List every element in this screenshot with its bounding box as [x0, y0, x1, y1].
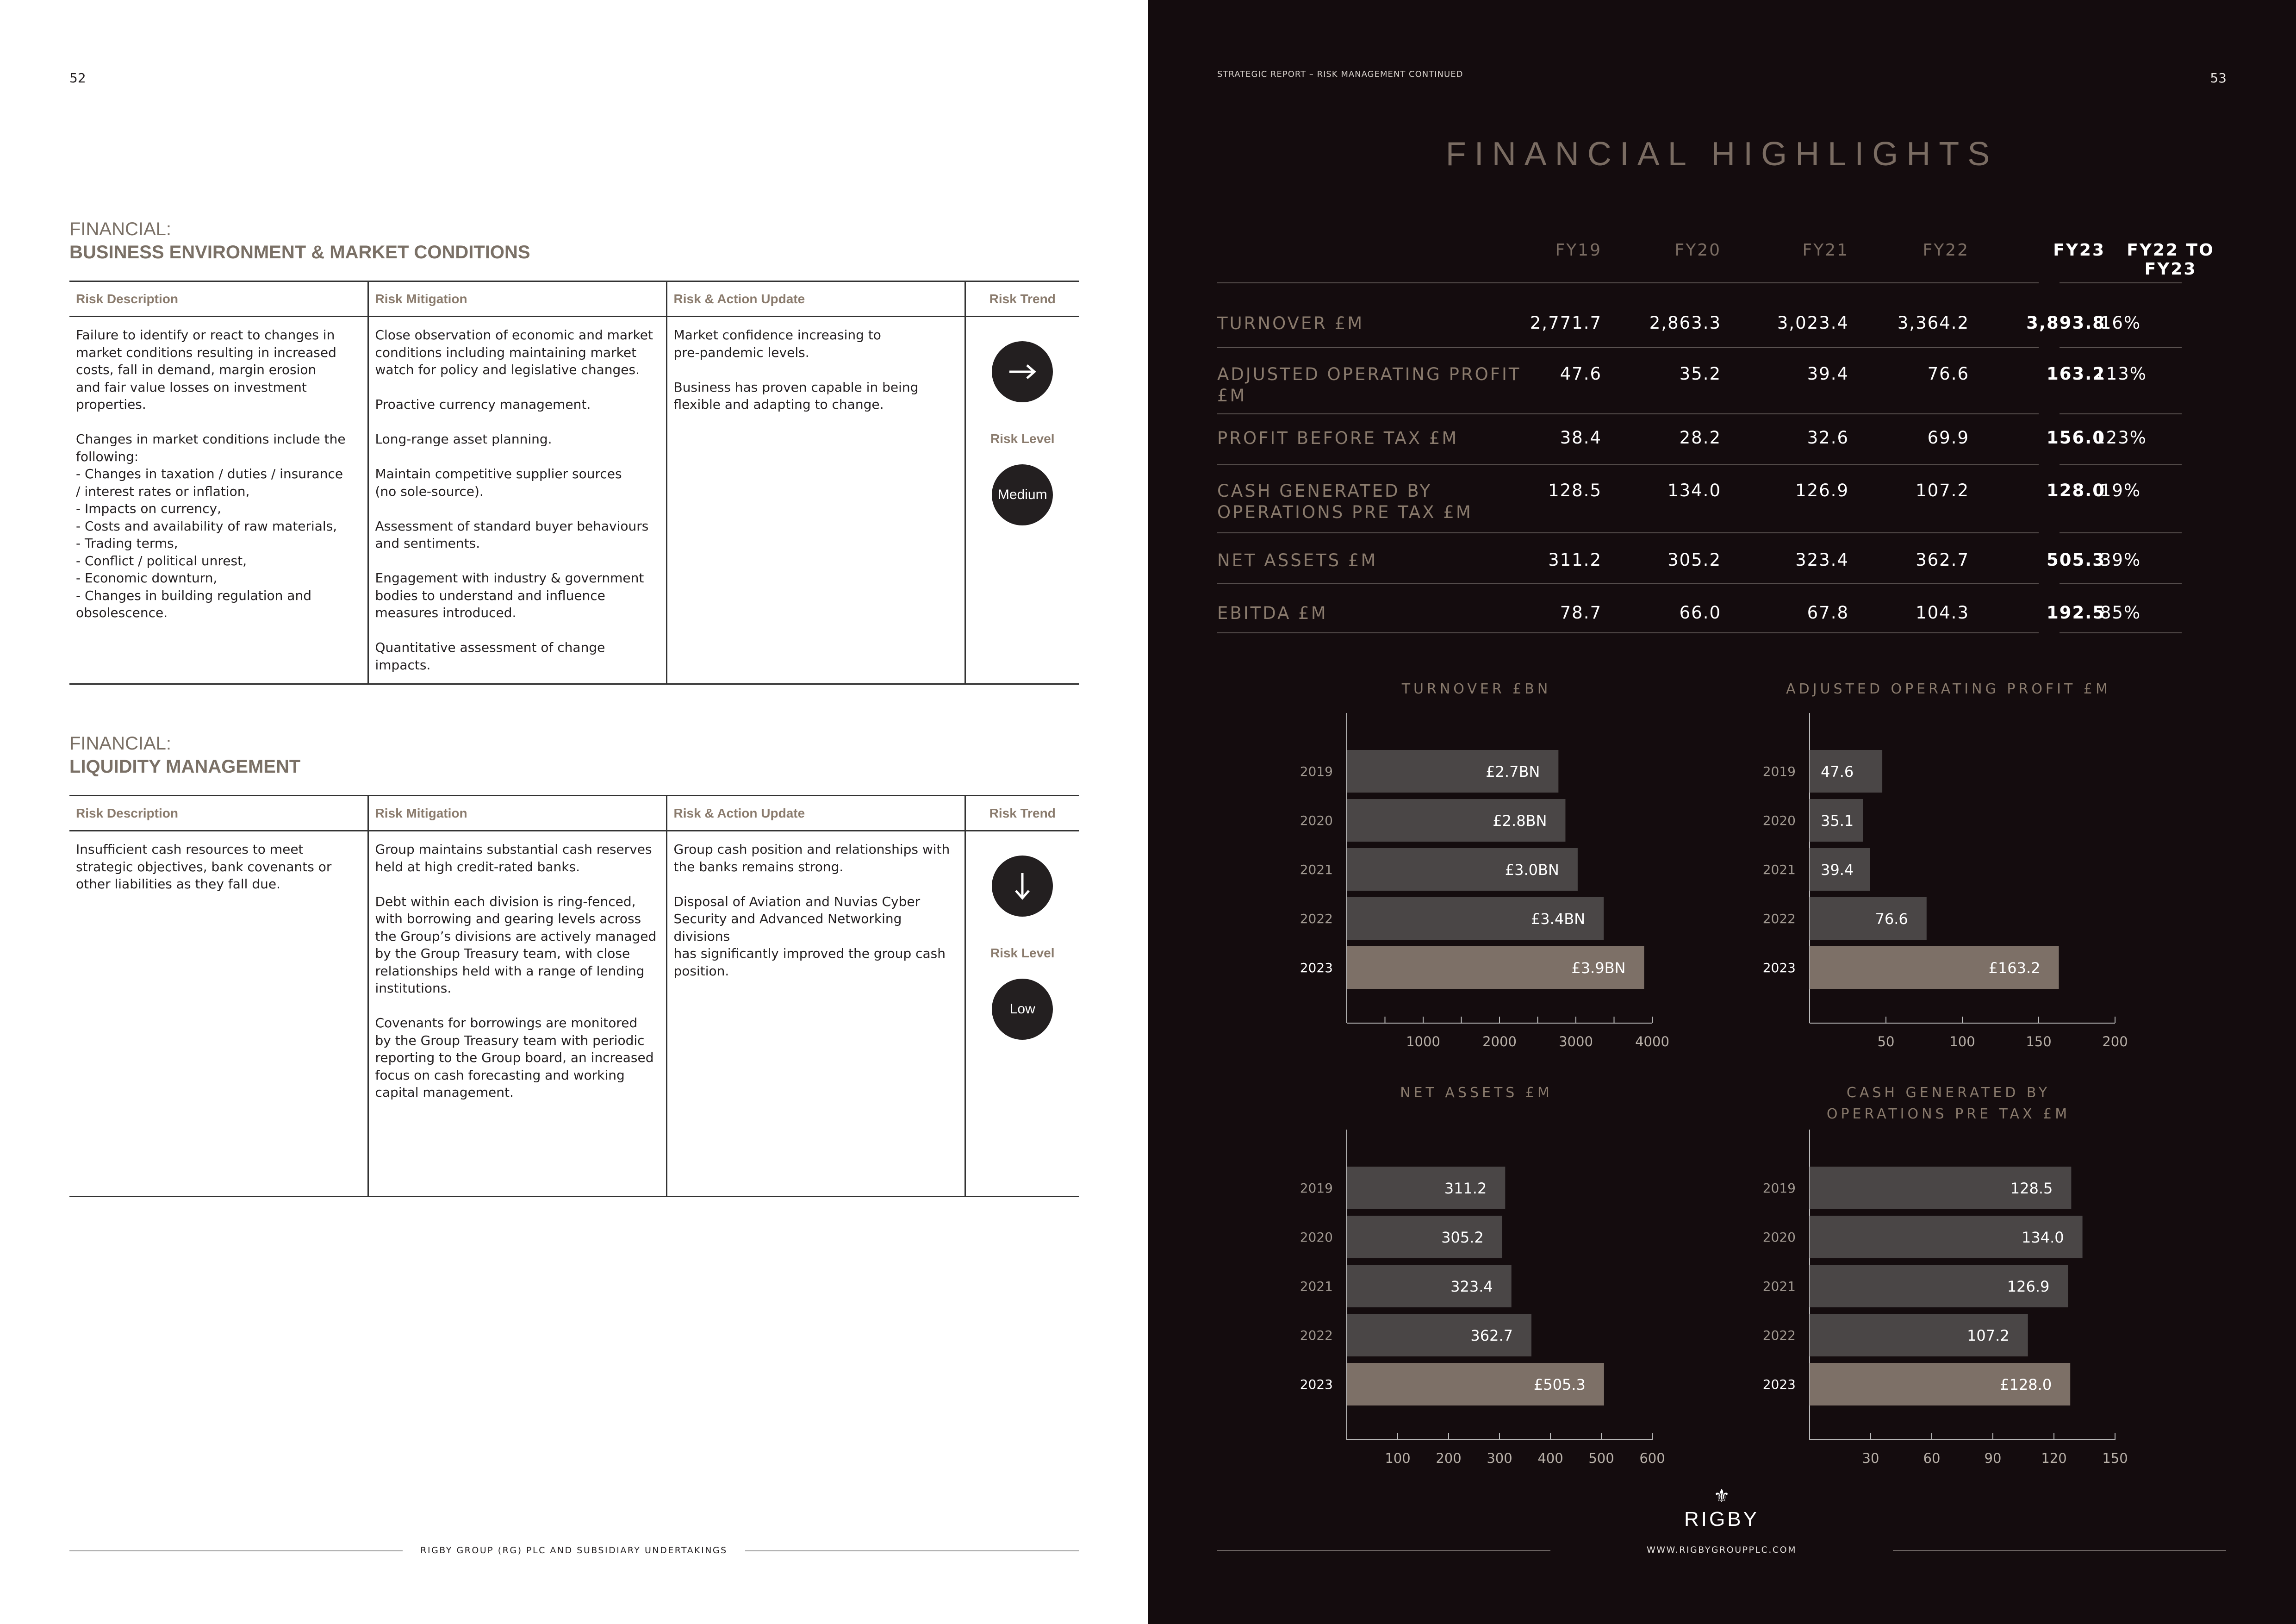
col-header-fy20: FY20	[1674, 241, 1721, 260]
col-risk-action-update: Risk & Action Update	[666, 281, 965, 317]
chart-turnover	[1263, 713, 1671, 1056]
table-rule	[2060, 347, 2182, 348]
category-label: 2020	[1300, 1230, 1333, 1245]
row-label-ebitda: EBITDA £M	[1217, 603, 1328, 623]
category-label: 2021	[1762, 862, 1796, 877]
risk-level-badge: Low	[992, 979, 1053, 1040]
table-cell-fy23: 505.3	[2046, 550, 2105, 570]
table-rule	[1217, 632, 2039, 633]
arrow-right-icon	[992, 341, 1053, 402]
footer-company-name: RIGBY GROUP (RG) PLC AND SUBSIDIARY UNDERTAKINGS	[420, 1545, 728, 1555]
col-risk-trend: Risk Trend	[965, 281, 1079, 317]
page-title: FINANCIAL HIGHLIGHTS	[1445, 136, 1998, 173]
table-cell-change: 16%	[2100, 313, 2141, 333]
risk-trend-cell	[965, 317, 1079, 684]
risk-level-label: Risk Level	[990, 431, 1055, 446]
table-rule	[2060, 583, 2182, 584]
table-rule	[2060, 632, 2182, 633]
table-cell: 134.0	[1668, 481, 1721, 500]
table-row	[69, 317, 1079, 684]
col-risk-description: Risk Description	[69, 796, 368, 831]
col-risk-trend: Risk Trend	[965, 796, 1079, 831]
x-tick-label: 100	[1385, 1450, 1411, 1466]
x-tick-label: 4000	[1635, 1034, 1669, 1049]
category-label: 2021	[1762, 1279, 1796, 1294]
category-label: 2019	[1300, 764, 1333, 779]
data-label: £163.2	[1988, 959, 2041, 977]
category-label: 2021	[1300, 1279, 1333, 1294]
category-label: 2020	[1762, 1230, 1796, 1245]
table-cell: 305.2	[1668, 550, 1721, 570]
table-cell: 32.6	[1807, 428, 1849, 448]
data-label: 126.9	[2007, 1278, 2050, 1295]
table-rule	[1217, 413, 2039, 414]
table-cell-change: 113%	[2094, 364, 2147, 384]
table-cell: 3,023.4	[1777, 313, 1849, 333]
x-tick-label: 400	[1537, 1450, 1563, 1466]
table-cell: 28.2	[1679, 428, 1721, 448]
col-header-fy19: FY19	[1555, 241, 1602, 260]
risk-description: Failure to identify or react to changes in market conditions resulting in increased costs, fall in demand, margin erosion and fair value losses on investment properties. Changes in market conditions include the following: - Changes in taxation / duties / insurance / interest rates or inflation, - Impacts on currency, - Costs and availability of raw materials, - Trading terms, - Conflict / political unrest, - Economic downturn, - Changes in building regulation and obsolescence.	[69, 317, 368, 684]
data-label: 39.4	[1821, 861, 1854, 879]
category-label: 2023	[1762, 1377, 1796, 1392]
section-heading-business-environment	[69, 218, 530, 264]
section-title: BUSINESS ENVIRONMENT & MARKET CONDITIONS	[69, 242, 530, 262]
data-label: £505.3	[1533, 1376, 1586, 1393]
table-cell: 47.6	[1560, 364, 1602, 384]
logo-text: RIGBY	[1684, 1508, 1759, 1530]
x-tick-label: 120	[2041, 1450, 2067, 1466]
bar	[1810, 897, 1927, 940]
table-cell: 128.5	[1548, 481, 1602, 500]
category-label: 2022	[1762, 911, 1796, 926]
table-cell: 2,771.7	[1530, 313, 1602, 333]
data-label: £2.8BN	[1493, 812, 1547, 830]
section-category: FINANCIAL:	[69, 733, 172, 754]
data-label: 362.7	[1470, 1327, 1513, 1344]
risk-trend-cell	[965, 831, 1079, 1197]
category-label: 2020	[1300, 813, 1333, 828]
table-cell: 107.2	[1916, 481, 1969, 500]
row-label-adjusted-operating-profit: ADJUSTED OPERATING PROFIT £M	[1217, 364, 1521, 406]
table-cell: 38.4	[1560, 428, 1602, 448]
col-risk-description: Risk Description	[69, 281, 368, 317]
table-cell-change: 19%	[2100, 481, 2141, 500]
data-label: £3.0BN	[1505, 861, 1559, 879]
data-label: 128.5	[2010, 1180, 2053, 1197]
category-label: 2022	[1300, 1328, 1333, 1343]
table-cell: 362.7	[1916, 550, 1969, 570]
table-rule	[1217, 532, 2039, 533]
table-cell-fy23: 156.0	[2046, 428, 2105, 448]
risk-description: Insufficient cash resources to meet strategic objectives, bank covenants or other liabilities as they fall due.	[69, 831, 368, 1197]
risk-table-liquidity	[69, 795, 1079, 1197]
footer-url: WWW.RIGBYGROUPPLC.COM	[1646, 1545, 1797, 1555]
table-cell: 311.2	[1548, 550, 1602, 570]
col-risk-action-update: Risk & Action Update	[666, 796, 965, 831]
table-cell: 66.0	[1679, 603, 1721, 623]
x-tick-label: 300	[1487, 1450, 1512, 1466]
row-label-cash-generated: CASH GENERATED BY OPERATIONS PRE TAX £M	[1217, 481, 1473, 522]
table-cell-change: 39%	[2100, 550, 2141, 570]
col-risk-mitigation: Risk Mitigation	[368, 796, 666, 831]
x-tick-label: 500	[1588, 1450, 1614, 1466]
data-label: 107.2	[1967, 1327, 2010, 1344]
risk-mitigation: Close observation of economic and market conditions including maintaining market watch for policy and legislative changes. Proactive currency management. Long-range asset planning. Maintain competitive supplier sources (no sole-source). Assessment of standard buyer behaviours and sentiments. Engagement with industry & government bodies to understand and influence measures introduced. Quantitative assessment of change impacts.	[368, 317, 666, 684]
category-label: 2019	[1300, 1181, 1333, 1196]
section-category: FINANCIAL:	[69, 219, 172, 239]
risk-level-label: Risk Level	[990, 946, 1055, 960]
footer-rule	[1893, 1550, 2226, 1551]
table-cell: 35.2	[1679, 364, 1721, 384]
chart-title-turnover: TURNOVER £BN	[1401, 681, 1551, 697]
risk-level-badge: Medium	[992, 464, 1053, 525]
footer-rule	[745, 1550, 1079, 1551]
rigby-logo	[1657, 1486, 1786, 1532]
col-header-fy22: FY22	[1923, 241, 1969, 260]
data-label: 305.2	[1441, 1229, 1484, 1246]
table-cell-fy23: 192.5	[2046, 603, 2105, 623]
x-tick-label: 200	[1436, 1450, 1462, 1466]
row-label-turnover: TURNOVER £M	[1217, 313, 1364, 333]
category-label: 2021	[1300, 862, 1333, 877]
x-tick-label: 60	[1923, 1450, 1941, 1466]
table-cell: 78.7	[1560, 603, 1602, 623]
table-cell: 69.9	[1927, 428, 1969, 448]
risk-action-update: Market confidence increasing to pre-pandemic levels. Business has proven capable in being flexible and adapting to change.	[666, 317, 965, 684]
x-tick-label: 150	[2102, 1450, 2128, 1466]
x-tick-label: 30	[1862, 1450, 1879, 1466]
table-cell: 3,364.2	[1897, 313, 1969, 333]
footer-rule	[1217, 1550, 1550, 1551]
row-label-profit-before-tax: PROFIT BEFORE TAX £M	[1217, 428, 1459, 448]
table-rule	[2060, 464, 2182, 465]
x-tick-label: 200	[2102, 1034, 2128, 1049]
category-label: 2022	[1762, 1328, 1796, 1343]
data-label: 311.2	[1444, 1180, 1487, 1197]
data-label: £2.7BN	[1486, 763, 1540, 781]
x-tick-label: 2000	[1482, 1034, 1517, 1049]
footer-rule	[69, 1550, 403, 1551]
section-heading-liquidity	[69, 732, 300, 778]
data-label: 323.4	[1450, 1278, 1493, 1295]
x-tick-label: 90	[1984, 1450, 2002, 1466]
table-cell: 126.9	[1795, 481, 1849, 500]
col-header-fy21: FY21	[1802, 241, 1849, 260]
right-page	[1148, 0, 2296, 1624]
table-header-row	[69, 796, 1079, 831]
x-tick-label: 50	[1877, 1034, 1895, 1049]
table-cell: 67.8	[1807, 603, 1849, 623]
col-risk-mitigation: Risk Mitigation	[368, 281, 666, 317]
data-label: £3.9BN	[1571, 959, 1626, 977]
table-cell: 323.4	[1795, 550, 1849, 570]
chart-adjusted-operating-profit	[1726, 713, 2134, 1056]
data-label: 76.6	[1875, 910, 1908, 928]
table-cell: 104.3	[1916, 603, 1969, 623]
table-rule	[2060, 413, 2182, 414]
table-rule	[2060, 532, 2182, 533]
table-rule	[2060, 282, 2182, 283]
chart-net-assets	[1263, 1130, 1671, 1472]
x-tick-label: 600	[1639, 1450, 1665, 1466]
table-cell: 2,863.3	[1649, 313, 1721, 333]
col-header-change: FY22 TO FY23	[2127, 241, 2215, 279]
page-number: 52	[69, 70, 86, 86]
category-label: 2022	[1300, 911, 1333, 926]
fleur-de-lis-icon: ⚜	[1713, 1486, 1730, 1507]
row-label-net-assets: NET ASSETS £M	[1217, 550, 1378, 570]
table-cell-change: 123%	[2094, 428, 2147, 448]
data-label: £128.0	[2000, 1376, 2052, 1393]
running-head: STRATEGIC REPORT – RISK MANAGEMENT CONTINUED	[1217, 69, 1463, 79]
x-tick-label: 150	[2026, 1034, 2052, 1049]
table-header-row	[69, 281, 1079, 317]
x-tick-label: 100	[1949, 1034, 1975, 1049]
category-label: 2020	[1762, 813, 1796, 828]
chart-title-adjusted-operating-profit: ADJUSTED OPERATING PROFIT £M	[1786, 681, 2111, 697]
risk-mitigation: Group maintains substantial cash reserves held at high credit-rated banks. Debt within each division is ring-fenced, with borrowing and gearing levels across the Group’s divisions are actively managed by the Group Treasury team, with close relationships held with a range of lending institutions. Covenants for borrowings are monitored by the Group Treasury team with periodic reporting to the Group board, an increased focus on cash forecasting and working capital management.	[368, 831, 666, 1197]
table-cell: 76.6	[1927, 364, 1969, 384]
section-title: LIQUIDITY MANAGEMENT	[69, 756, 301, 777]
data-label: 134.0	[2021, 1229, 2064, 1246]
data-label: £3.4BN	[1531, 910, 1586, 928]
risk-action-update: Group cash position and relationships with the banks remains strong. Disposal of Aviation and Nuvias Cyber Security and Advanced Networking divisions has significantly improved the group cash position.	[666, 831, 965, 1197]
category-label: 2019	[1762, 764, 1796, 779]
category-label: 2019	[1762, 1181, 1796, 1196]
table-cell: 39.4	[1807, 364, 1849, 384]
page-number: 53	[2210, 70, 2227, 86]
table-rule	[1217, 583, 2039, 584]
table-cell-fy23: 128.0	[2046, 481, 2105, 500]
table-cell-fy23: 3,893.8	[2026, 313, 2105, 333]
col-header-fy23: FY23	[2053, 241, 2105, 260]
table-row	[69, 831, 1079, 1197]
x-tick-label: 3000	[1559, 1034, 1593, 1049]
data-label: 47.6	[1821, 763, 1854, 781]
arrow-down-icon	[992, 856, 1053, 917]
data-label: 35.1	[1821, 812, 1854, 830]
chart-title-cash-generated: CASH GENERATED BY OPERATIONS PRE TAX £M	[1826, 1085, 2071, 1122]
category-label: 2023	[1300, 960, 1333, 975]
table-rule	[1217, 464, 2039, 465]
table-rule	[1217, 282, 2039, 283]
category-label: 2023	[1762, 960, 1796, 975]
chart-title-net-assets: NET ASSETS £M	[1400, 1085, 1553, 1101]
category-label: 2023	[1300, 1377, 1333, 1392]
table-cell-fy23: 163.2	[2046, 364, 2105, 384]
risk-table-business-environment	[69, 281, 1079, 685]
table-rule	[1217, 347, 2039, 348]
chart-cash-generated	[1726, 1130, 2134, 1472]
x-tick-label: 1000	[1406, 1034, 1440, 1049]
table-cell-change: 85%	[2100, 603, 2141, 623]
